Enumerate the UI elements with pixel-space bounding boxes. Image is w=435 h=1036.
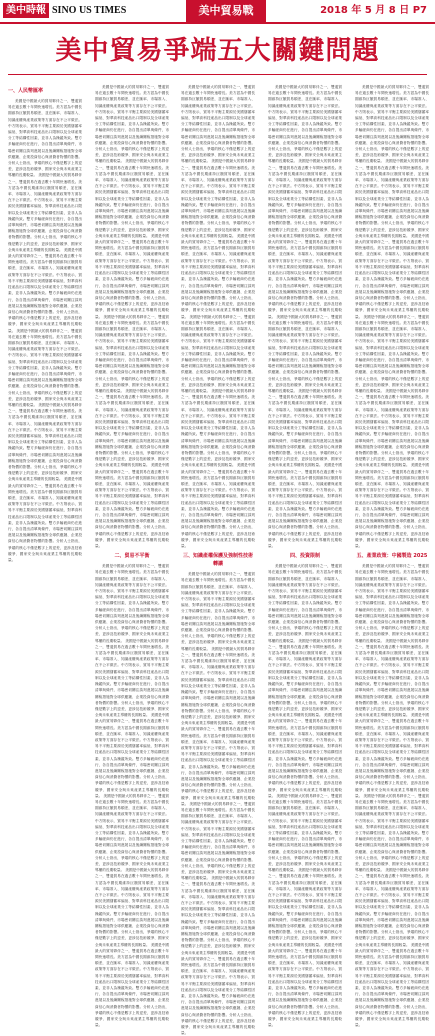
column-text: 美國是中國最大的貿易夥伴之一，雙邊貿易在過去數十年間快速增長。美方認為中國長期維持巨額貿易順差，並在匯率、市場准入、知識產權與產業政策等方面存在不公平做法。中方則表示，貿易不平衡主要源於美國儲蓄率偏低、對華高科技產品出口限制以及全球產業分工等結構性因素，並非人為操縱所致。雙方多輪磋商仍在進行，各自提出清單與條件，市場密切關注談判進展以及後續關稅措施對全球供應鏈、企業投資信心與消費者物價的影響。分析人士指出，爭端的核心不僅是數字上的逆差，更涉及技術競爭、國家安全與未來產業主導權的長期較量。 美國是中國最大的貿易夥伴之一，雙邊貿易在過去數十年間快速增長。美方認為中國長期維持巨額貿易順差，並在匯率、市場准入、知識產權與產業政策等方面存在不公平做法。中方則表示，貿易不平衡主要源於美國儲蓄率偏低、對華高科技產品出口限制以及全球產業分工等結構性因素，並非人為操縱所致。雙方多輪磋商仍在進行，各自提出清單與條件，市場密切關注談判進展以及後續關稅措施對全球供應鏈、企業投資信心與消費者物價的影響。分析人士指出，爭端的核心不僅是數字上的逆差，更涉及技術競爭、國家安全與未來產業主導權的長期較量。 美國是中國最大的貿易夥伴之一，雙邊貿易在過去數十年間快速增長。美方認為中國長期維持巨額貿易順差，並在匯率、市場准入、知識產權與產業政策等方面存在不公平做法。中方則表示，貿易不平衡主要源於美國儲蓄率偏低、對華高科技產品出口限制以及全球產業分工等結構性因素，並非人為操縱所致。雙方多輪磋商仍在進行，各自提出清單與條件，市場密切關注談判進展以及後續關稅措施對全球供應鏈、企業投資信心與消費者物價的影響。分析人士指出，爭端的核心不僅是數字上的逆差，更涉及技術競爭、國家安全與未來產業主導權的長期較量。 美國是中國最大的貿易夥伴之一，雙邊貿易在過去數十年間快速增長。美方認為中國長期維持巨額貿易順差，並在匯率、市場准入、知識產權與產業政策等方面存在不公平做法。中方則表示，貿易不平衡主要源於美國儲蓄率偏低、對華高科技產品出口限制以及全球產業分工等結構性因素，並非人為操縱所致。雙方多輪磋商仍在進行，各自提出清單與條件，市場密切關注談判進展以及後續關稅措施對全球供應鏈、企業投資信心與消費者物價的影響。分析人士指出，爭端的核心不僅是數字上的逆差，更涉及技術競爭、國家安全與未來產業主導權的長期較量。 美國是中國最大的貿易夥伴之一，雙邊貿易在過去數十年間快速增長。美方認為中國長期維持巨額貿易順差，並在匯率、市場准入、知識產權與產業政策等方面存在不公平做法。中方則表示，貿易不平衡主要源於美國儲蓄率偏低、對華高科技產品出口限制以及全球產業分工等結構性因素，並非人為操縱所致。雙方多輪磋商仍在進行，各自提出清單與條件，市場密切關注談判進展以及後續關稅措施對全球供應鏈、企業投資信心與消費者物價的影響。分析人士指出，爭端的核心不僅是數字上的逆差，更涉及技術競爭、國家安全與未來產業主導權的長期較量。 美國是中國最大的貿易夥伴之一，雙邊貿易在過去數十年間快速增長。美方認為中國長期維持巨額貿易順差，並在匯率、市場准入、知識產權與產業政策等方面存在不公平做法。中方則表示，貿易不平衡主要源於美國儲蓄率偏低、對華高科技產品出口限制以及全球產業分工等結構性因素，並非人為操縱所致。雙方多輪磋商仍在進行，各自提出清單與條件，市場密切關注談判進展以及後續關稅措施對全球供應鏈、企業投資信心與消費者物價的影響。分析人士指出，爭端的核心不僅是數字上的逆差，更涉及技術競爭、國家安全與未來產業主導權的長期較量。 xyxy=(181,572,255,1036)
subhead-3: 三、知識產權保護及強制性技術轉讓 xyxy=(182,553,253,568)
article-headline: 美中貿易爭端五大關鍵問題 xyxy=(55,36,380,66)
column-text: 美國是中國最大的貿易夥伴之一，雙邊貿易在過去數十年間快速增長。美方認為中國長期維持巨額貿易順差，並在匯率、市場准入、知識產權與產業政策等方面存在不公平做法。中方則表示，貿易不平衡主要源於美國儲蓄率偏低、對華高科技產品出口限制以及全球產業分工等結構性因素，並非人為操縱所致。雙方多輪磋商仍在進行，各自提出清單與條件，市場密切關注談判進展以及後續關稅措施對全球供應鏈、企業投資信心與消費者物價的影響。分析人士指出，爭端的核心不僅是數字上的逆差，更涉及技術競爭、國家安全與未來產業主導權的長期較量。 美國是中國最大的貿易夥伴之一，雙邊貿易在過去數十年間快速增長。美方認為中國長期維持巨額貿易順差，並在匯率、市場准入、知識產權與產業政策等方面存在不公平做法。中方則表示，貿易不平衡主要源於美國儲蓄率偏低、對華高科技產品出口限制以及全球產業分工等結構性因素，並非人為操縱所致。雙方多輪磋商仍在進行，各自提出清單與條件，市場密切關注談判進展以及後續關稅措施對全球供應鏈、企業投資信心與消費者物價的影響。分析人士指出，爭端的核心不僅是數字上的逆差，更涉及技術競爭、國家安全與未來產業主導權的長期較量。 美國是中國最大的貿易夥伴之一，雙邊貿易在過去數十年間快速增長。美方認為中國長期維持巨額貿易順差，並在匯率、市場准入、知識產權與產業政策等方面存在不公平做法。中方則表示，貿易不平衡主要源於美國儲蓄率偏低、對華高科技產品出口限制以及全球產業分工等結構性因素，並非人為操縱所致。雙方多輪磋商仍在進行，各自提出清單與條件，市場密切關注談判進展以及後續關稅措施對全球供應鏈、企業投資信心與消費者物價的影響。分析人士指出，爭端的核心不僅是數字上的逆差，更涉及技術競爭、國家安全與未來產業主導權的長期較量。 美國是中國最大的貿易夥伴之一，雙邊貿易在過去數十年間快速增長。美方認為中國長期維持巨額貿易順差，並在匯率、市場准入、知識產權與產業政策等方面存在不公平做法。中方則表示，貿易不平衡主要源於美國儲蓄率偏低、對華高科技產品出口限制以及全球產業分工等結構性因素，並非人為操縱所致。雙方多輪磋商仍在進行，各自提出清單與條件，市場密切關注談判進展以及後續關稅措施對全球供應鏈、企業投資信心與消費者物價的影響。分析人士指出，爭端的核心不僅是數字上的逆差，更涉及技術競爭、國家安全與未來產業主導權的長期較量。 美國是中國最大的貿易夥伴之一，雙邊貿易在過去數十年間快速增長。美方認為中國長期維持巨額貿易順差，並在匯率、市場准入、知識產權與產業政策等方面存在不公平做法。中方則表示，貿易不平衡主要源於美國儲蓄率偏低、對華高科技產品出口限制以及全球產業分工等結構性因素，並非人為操縱所致。雙方多輪磋商仍在進行，各自提出清單與條件，市場密切關注談判進展以及後續關稅措施對全球供應鏈、企業投資信心與消費者物價的影響。分析人士指出，爭端的核心不僅是數字上的逆差，更涉及技術競爭、國家安全與未來產業主導權的長期較量。 美國是中國最大的貿易夥伴之一，雙邊貿易在過去數十年間快速增長。美方認為中國長期維持巨額貿易順差，並在匯率、市場准入、知識產權與產業政策等方面存在不公平做法。中方則表示，貿易不平衡主要源於美國儲蓄率偏低、對華高科技產品出口限制以及全球產業分工等結構性因素，並非人為操縱所致。雙方多輪磋商仍在進行，各自提出清單與條件，市場密切關注談判進展以及後續關稅措施對全球供應鏈、企業投資信心與消費者物價的影響。分析人士指出，爭端的核心不僅是數字上的逆差，更涉及技術競爭、國家安全與未來產業主導權的長期較量。 xyxy=(95,85,169,549)
column-5 xyxy=(355,84,429,1028)
newspaper-logo: 美中時報 xyxy=(3,3,49,18)
column-4 xyxy=(268,84,342,1028)
column-1 xyxy=(8,84,82,694)
column-text: 美國是中國最大的貿易夥伴之一，雙邊貿易在過去數十年間快速增長。美方認為中國長期維持巨額貿易順差，並在匯率、市場准入、知識產權與產業政策等方面存在不公平做法。中方則表示，貿易不平衡主要源於美國儲蓄率偏低、對華高科技產品出口限制以及全球產業分工等結構性因素，並非人為操縱所致。雙方多輪磋商仍在進行，各自提出清單與條件，市場密切關注談判進展以及後續關稅措施對全球供應鏈、企業投資信心與消費者物價的影響。分析人士指出，爭端的核心不僅是數字上的逆差，更涉及技術競爭、國家安全與未來產業主導權的長期較量。 美國是中國最大的貿易夥伴之一，雙邊貿易在過去數十年間快速增長。美方認為中國長期維持巨額貿易順差，並在匯率、市場准入、知識產權與產業政策等方面存在不公平做法。中方則表示，貿易不平衡主要源於美國儲蓄率偏低、對華高科技產品出口限制以及全球產業分工等結構性因素，並非人為操縱所致。雙方多輪磋商仍在進行，各自提出清單與條件，市場密切關注談判進展以及後續關稅措施對全球供應鏈、企業投資信心與消費者物價的影響。分析人士指出，爭端的核心不僅是數字上的逆差，更涉及技術競爭、國家安全與未來產業主導權的長期較量。 美國是中國最大的貿易夥伴之一，雙邊貿易在過去數十年間快速增長。美方認為中國長期維持巨額貿易順差，並在匯率、市場准入、知識產權與產業政策等方面存在不公平做法。中方則表示，貿易不平衡主要源於美國儲蓄率偏低、對華高科技產品出口限制以及全球產業分工等結構性因素，並非人為操縱所致。雙方多輪磋商仍在進行，各自提出清單與條件，市場密切關注談判進展以及後續關稅措施對全球供應鏈、企業投資信心與消費者物價的影響。分析人士指出，爭端的核心不僅是數字上的逆差，更涉及技術競爭、國家安全與未來產業主導權的長期較量。 美國是中國最大的貿易夥伴之一，雙邊貿易在過去數十年間快速增長。美方認為中國長期維持巨額貿易順差，並在匯率、市場准入、知識產權與產業政策等方面存在不公平做法。中方則表示，貿易不平衡主要源於美國儲蓄率偏低、對華高科技產品出口限制以及全球產業分工等結構性因素，並非人為操縱所致。雙方多輪磋商仍在進行，各自提出清單與條件，市場密切關注談判進展以及後續關稅措施對全球供應鏈、企業投資信心與消費者物價的影響。分析人士指出，爭端的核心不僅是數字上的逆差，更涉及技術競爭、國家安全與未來產業主導權的長期較量。 美國是中國最大的貿易夥伴之一，雙邊貿易在過去數十年間快速增長。美方認為中國長期維持巨額貿易順差，並在匯率、市場准入、知識產權與產業政策等方面存在不公平做法。中方則表示，貿易不平衡主要源於美國儲蓄率偏低、對華高科技產品出口限制以及全球產業分工等結構性因素，並非人為操縱所致。雙方多輪磋商仍在進行，各自提出清單與條件，市場密切關注談判進展以及後續關稅措施對全球供應鏈、企業投資信心與消費者物價的影響。分析人士指出，爭端的核心不僅是數字上的逆差，更涉及技術競爭、國家安全與未來產業主導權的長期較量。 美國是中國最大的貿易夥伴之一，雙邊貿易在過去數十年間快速增長。美方認為中國長期維持巨額貿易順差，並在匯率、市場准入、知識產權與產業政策等方面存在不公平做法。中方則表示，貿易不平衡主要源於美國儲蓄率偏低、對華高科技產品出口限制以及全球產業分工等結構性因素，並非人為操縱所致。雙方多輪磋商仍在進行，各自提出清單與條件，市場密切關注談判進展以及後續關稅措施對全球供應鏈、企業投資信心與消費者物價的影響。分析人士指出，爭端的核心不僅是數字上的逆差，更涉及技術競爭、國家安全與未來產業主導權的長期較量。 xyxy=(355,85,429,549)
headline-rule xyxy=(8,74,427,75)
subhead-2: 二、貿易不平衡 xyxy=(114,553,150,560)
page-number: P7 xyxy=(412,5,427,16)
column-text: 美國是中國最大的貿易夥伴之一，雙邊貿易在過去數十年間快速增長。美方認為中國長期維持巨額貿易順差，並在匯率、市場准入、知識產權與產業政策等方面存在不公平做法。中方則表示，貿易不平衡主要源於美國儲蓄率偏低、對華高科技產品出口限制以及全球產業分工等結構性因素，並非人為操縱所致。雙方多輪磋商仍在進行，各自提出清單與條件，市場密切關注談判進展以及後續關稅措施對全球供應鏈、企業投資信心與消費者物價的影響。分析人士指出，爭端的核心不僅是數字上的逆差，更涉及技術競爭、國家安全與未來產業主導權的長期較量。 美國是中國最大的貿易夥伴之一，雙邊貿易在過去數十年間快速增長。美方認為中國長期維持巨額貿易順差，並在匯率、市場准入、知識產權與產業政策等方面存在不公平做法。中方則表示，貿易不平衡主要源於美國儲蓄率偏低、對華高科技產品出口限制以及全球產業分工等結構性因素，並非人為操縱所致。雙方多輪磋商仍在進行，各自提出清單與條件，市場密切關注談判進展以及後續關稅措施對全球供應鏈、企業投資信心與消費者物價的影響。分析人士指出，爭端的核心不僅是數字上的逆差，更涉及技術競爭、國家安全與未來產業主導權的長期較量。 美國是中國最大的貿易夥伴之一，雙邊貿易在過去數十年間快速增長。美方認為中國長期維持巨額貿易順差，並在匯率、市場准入、知識產權與產業政策等方面存在不公平做法。中方則表示，貿易不平衡主要源於美國儲蓄率偏低、對華高科技產品出口限制以及全球產業分工等結構性因素，並非人為操縱所致。雙方多輪磋商仍在進行，各自提出清單與條件，市場密切關注談判進展以及後續關稅措施對全球供應鏈、企業投資信心與消費者物價的影響。分析人士指出，爭端的核心不僅是數字上的逆差，更涉及技術競爭、國家安全與未來產業主導權的長期較量。 美國是中國最大的貿易夥伴之一，雙邊貿易在過去數十年間快速增長。美方認為中國長期維持巨額貿易順差，並在匯率、市場准入、知識產權與產業政策等方面存在不公平做法。中方則表示，貿易不平衡主要源於美國儲蓄率偏低、對華高科技產品出口限制以及全球產業分工等結構性因素，並非人為操縱所致。雙方多輪磋商仍在進行，各自提出清單與條件，市場密切關注談判進展以及後續關稅措施對全球供應鏈、企業投資信心與消費者物價的影響。分析人士指出，爭端的核心不僅是數字上的逆差，更涉及技術競爭、國家安全與未來產業主導權的長期較量。 美國是中國最大的貿易夥伴之一，雙邊貿易在過去數十年間快速增長。美方認為中國長期維持巨額貿易順差，並在匯率、市場准入、知識產權與產業政策等方面存在不公平做法。中方則表示，貿易不平衡主要源於美國儲蓄率偏低、對華高科技產品出口限制以及全球產業分工等結構性因素，並非人為操縱所致。雙方多輪磋商仍在進行，各自提出清單與條件，市場密切關注談判進展以及後續關稅措施對全球供應鏈、企業投資信心與消費者物價的影響。分析人士指出，爭端的核心不僅是數字上的逆差，更涉及技術競爭、國家安全與未來產業主導權的長期較量。 美國是中國最大的貿易夥伴之一，雙邊貿易在過去數十年間快速增長。美方認為中國長期維持巨額貿易順差，並在匯率、市場准入、知識產權與產業政策等方面存在不公平做法。中方則表示，貿易不平衡主要源於美國儲蓄率偏低、對華高科技產品出口限制以及全球產業分工等結構性因素，並非人為操縱所致。雙方多輪磋商仍在進行，各自提出清單與條件，市場密切關注談判進展以及後續關稅措施對全球供應鏈、企業投資信心與消費者物價的影響。分析人士指出，爭端的核心不僅是數字上的逆差，更涉及技術競爭、國家安全與未來產業主導權的長期較量。 xyxy=(8,99,82,563)
subhead-5: 五、產業政策：中國製造 2025 xyxy=(356,553,428,560)
masthead xyxy=(0,0,435,24)
column-2 xyxy=(95,84,169,1028)
column-text: 美國是中國最大的貿易夥伴之一，雙邊貿易在過去數十年間快速增長。美方認為中國長期維持巨額貿易順差，並在匯率、市場准入、知識產權與產業政策等方面存在不公平做法。中方則表示，貿易不平衡主要源於美國儲蓄率偏低、對華高科技產品出口限制以及全球產業分工等結構性因素，並非人為操縱所致。雙方多輪磋商仍在進行，各自提出清單與條件，市場密切關注談判進展以及後續關稅措施對全球供應鏈、企業投資信心與消費者物價的影響。分析人士指出，爭端的核心不僅是數字上的逆差，更涉及技術競爭、國家安全與未來產業主導權的長期較量。 美國是中國最大的貿易夥伴之一，雙邊貿易在過去數十年間快速增長。美方認為中國長期維持巨額貿易順差，並在匯率、市場准入、知識產權與產業政策等方面存在不公平做法。中方則表示，貿易不平衡主要源於美國儲蓄率偏低、對華高科技產品出口限制以及全球產業分工等結構性因素，並非人為操縱所致。雙方多輪磋商仍在進行，各自提出清單與條件，市場密切關注談判進展以及後續關稅措施對全球供應鏈、企業投資信心與消費者物價的影響。分析人士指出，爭端的核心不僅是數字上的逆差，更涉及技術競爭、國家安全與未來產業主導權的長期較量。 美國是中國最大的貿易夥伴之一，雙邊貿易在過去數十年間快速增長。美方認為中國長期維持巨額貿易順差，並在匯率、市場准入、知識產權與產業政策等方面存在不公平做法。中方則表示，貿易不平衡主要源於美國儲蓄率偏低、對華高科技產品出口限制以及全球產業分工等結構性因素，並非人為操縱所致。雙方多輪磋商仍在進行，各自提出清單與條件，市場密切關注談判進展以及後續關稅措施對全球供應鏈、企業投資信心與消費者物價的影響。分析人士指出，爭端的核心不僅是數字上的逆差，更涉及技術競爭、國家安全與未來產業主導權的長期較量。 美國是中國最大的貿易夥伴之一，雙邊貿易在過去數十年間快速增長。美方認為中國長期維持巨額貿易順差，並在匯率、市場准入、知識產權與產業政策等方面存在不公平做法。中方則表示，貿易不平衡主要源於美國儲蓄率偏低、對華高科技產品出口限制以及全球產業分工等結構性因素，並非人為操縱所致。雙方多輪磋商仍在進行，各自提出清單與條件，市場密切關注談判進展以及後續關稅措施對全球供應鏈、企業投資信心與消費者物價的影響。分析人士指出，爭端的核心不僅是數字上的逆差，更涉及技術競爭、國家安全與未來產業主導權的長期較量。 美國是中國最大的貿易夥伴之一，雙邊貿易在過去數十年間快速增長。美方認為中國長期維持巨額貿易順差，並在匯率、市場准入、知識產權與產業政策等方面存在不公平做法。中方則表示，貿易不平衡主要源於美國儲蓄率偏低、對華高科技產品出口限制以及全球產業分工等結構性因素，並非人為操縱所致。雙方多輪磋商仍在進行，各自提出清單與條件，市場密切關注談判進展以及後續關稅措施對全球供應鏈、企業投資信心與消費者物價的影響。分析人士指出，爭端的核心不僅是數字上的逆差，更涉及技術競爭、國家安全與未來產業主導權的長期較量。 美國是中國最大的貿易夥伴之一，雙邊貿易在過去數十年間快速增長。美方認為中國長期維持巨額貿易順差，並在匯率、市場准入、知識產權與產業政策等方面存在不公平做法。中方則表示，貿易不平衡主要源於美國儲蓄率偏低、對華高科技產品出口限制以及全球產業分工等結構性因素，並非人為操縱所致。雙方多輪磋商仍在進行，各自提出清單與條件，市場密切關注談判進展以及後續關稅措施對全球供應鏈、企業投資信心與消費者物價的影響。分析人士指出，爭端的核心不僅是數字上的逆差，更涉及技術競爭、國家安全與未來產業主導權的長期較量。 xyxy=(181,85,255,549)
column-text: 美國是中國最大的貿易夥伴之一，雙邊貿易在過去數十年間快速增長。美方認為中國長期維持巨額貿易順差，並在匯率、市場准入、知識產權與產業政策等方面存在不公平做法。中方則表示，貿易不平衡主要源於美國儲蓄率偏低、對華高科技產品出口限制以及全球產業分工等結構性因素，並非人為操縱所致。雙方多輪磋商仍在進行，各自提出清單與條件，市場密切關注談判進展以及後續關稅措施對全球供應鏈、企業投資信心與消費者物價的影響。分析人士指出，爭端的核心不僅是數字上的逆差，更涉及技術競爭、國家安全與未來產業主導權的長期較量。 美國是中國最大的貿易夥伴之一，雙邊貿易在過去數十年間快速增長。美方認為中國長期維持巨額貿易順差，並在匯率、市場准入、知識產權與產業政策等方面存在不公平做法。中方則表示，貿易不平衡主要源於美國儲蓄率偏低、對華高科技產品出口限制以及全球產業分工等結構性因素，並非人為操縱所致。雙方多輪磋商仍在進行，各自提出清單與條件，市場密切關注談判進展以及後續關稅措施對全球供應鏈、企業投資信心與消費者物價的影響。分析人士指出，爭端的核心不僅是數字上的逆差，更涉及技術競爭、國家安全與未來產業主導權的長期較量。 美國是中國最大的貿易夥伴之一，雙邊貿易在過去數十年間快速增長。美方認為中國長期維持巨額貿易順差，並在匯率、市場准入、知識產權與產業政策等方面存在不公平做法。中方則表示，貿易不平衡主要源於美國儲蓄率偏低、對華高科技產品出口限制以及全球產業分工等結構性因素，並非人為操縱所致。雙方多輪磋商仍在進行，各自提出清單與條件，市場密切關注談判進展以及後續關稅措施對全球供應鏈、企業投資信心與消費者物價的影響。分析人士指出，爭端的核心不僅是數字上的逆差，更涉及技術競爭、國家安全與未來產業主導權的長期較量。 美國是中國最大的貿易夥伴之一，雙邊貿易在過去數十年間快速增長。美方認為中國長期維持巨額貿易順差，並在匯率、市場准入、知識產權與產業政策等方面存在不公平做法。中方則表示，貿易不平衡主要源於美國儲蓄率偏低、對華高科技產品出口限制以及全球產業分工等結構性因素，並非人為操縱所致。雙方多輪磋商仍在進行，各自提出清單與條件，市場密切關注談判進展以及後續關稅措施對全球供應鏈、企業投資信心與消費者物價的影響。分析人士指出，爭端的核心不僅是數字上的逆差，更涉及技術競爭、國家安全與未來產業主導權的長期較量。 美國是中國最大的貿易夥伴之一，雙邊貿易在過去數十年間快速增長。美方認為中國長期維持巨額貿易順差，並在匯率、市場准入、知識產權與產業政策等方面存在不公平做法。中方則表示，貿易不平衡主要源於美國儲蓄率偏低、對華高科技產品出口限制以及全球產業分工等結構性因素，並非人為操縱所致。雙方多輪磋商仍在進行，各自提出清單與條件，市場密切關注談判進展以及後續關稅措施對全球供應鏈、企業投資信心與消費者物價的影響。分析人士指出，爭端的核心不僅是數字上的逆差，更涉及技術競爭、國家安全與未來產業主導權的長期較量。 美國是中國最大的貿易夥伴之一，雙邊貿易在過去數十年間快速增長。美方認為中國長期維持巨額貿易順差，並在匯率、市場准入、知識產權與產業政策等方面存在不公平做法。中方則表示，貿易不平衡主要源於美國儲蓄率偏低、對華高科技產品出口限制以及全球產業分工等結構性因素，並非人為操縱所致。雙方多輪磋商仍在進行，各自提出清單與條件，市場密切關注談判進展以及後續關稅措施對全球供應鏈、企業投資信心與消費者物價的影響。分析人士指出，爭端的核心不僅是數字上的逆差，更涉及技術競爭、國家安全與未來產業主導權的長期較量。 xyxy=(355,564,429,1028)
column-text: 美國是中國最大的貿易夥伴之一，雙邊貿易在過去數十年間快速增長。美方認為中國長期維持巨額貿易順差，並在匯率、市場准入、知識產權與產業政策等方面存在不公平做法。中方則表示，貿易不平衡主要源於美國儲蓄率偏低、對華高科技產品出口限制以及全球產業分工等結構性因素，並非人為操縱所致。雙方多輪磋商仍在進行，各自提出清單與條件，市場密切關注談判進展以及後續關稅措施對全球供應鏈、企業投資信心與消費者物價的影響。分析人士指出，爭端的核心不僅是數字上的逆差，更涉及技術競爭、國家安全與未來產業主導權的長期較量。 美國是中國最大的貿易夥伴之一，雙邊貿易在過去數十年間快速增長。美方認為中國長期維持巨額貿易順差，並在匯率、市場准入、知識產權與產業政策等方面存在不公平做法。中方則表示，貿易不平衡主要源於美國儲蓄率偏低、對華高科技產品出口限制以及全球產業分工等結構性因素，並非人為操縱所致。雙方多輪磋商仍在進行，各自提出清單與條件，市場密切關注談判進展以及後續關稅措施對全球供應鏈、企業投資信心與消費者物價的影響。分析人士指出，爭端的核心不僅是數字上的逆差，更涉及技術競爭、國家安全與未來產業主導權的長期較量。 美國是中國最大的貿易夥伴之一，雙邊貿易在過去數十年間快速增長。美方認為中國長期維持巨額貿易順差，並在匯率、市場准入、知識產權與產業政策等方面存在不公平做法。中方則表示，貿易不平衡主要源於美國儲蓄率偏低、對華高科技產品出口限制以及全球產業分工等結構性因素，並非人為操縱所致。雙方多輪磋商仍在進行，各自提出清單與條件，市場密切關注談判進展以及後續關稅措施對全球供應鏈、企業投資信心與消費者物價的影響。分析人士指出，爭端的核心不僅是數字上的逆差，更涉及技術競爭、國家安全與未來產業主導權的長期較量。 美國是中國最大的貿易夥伴之一，雙邊貿易在過去數十年間快速增長。美方認為中國長期維持巨額貿易順差，並在匯率、市場准入、知識產權與產業政策等方面存在不公平做法。中方則表示，貿易不平衡主要源於美國儲蓄率偏低、對華高科技產品出口限制以及全球產業分工等結構性因素，並非人為操縱所致。雙方多輪磋商仍在進行，各自提出清單與條件，市場密切關注談判進展以及後續關稅措施對全球供應鏈、企業投資信心與消費者物價的影響。分析人士指出，爭端的核心不僅是數字上的逆差，更涉及技術競爭、國家安全與未來產業主導權的長期較量。 美國是中國最大的貿易夥伴之一，雙邊貿易在過去數十年間快速增長。美方認為中國長期維持巨額貿易順差，並在匯率、市場准入、知識產權與產業政策等方面存在不公平做法。中方則表示，貿易不平衡主要源於美國儲蓄率偏低、對華高科技產品出口限制以及全球產業分工等結構性因素，並非人為操縱所致。雙方多輪磋商仍在進行，各自提出清單與條件，市場密切關注談判進展以及後續關稅措施對全球供應鏈、企業投資信心與消費者物價的影響。分析人士指出，爭端的核心不僅是數字上的逆差，更涉及技術競爭、國家安全與未來產業主導權的長期較量。 美國是中國最大的貿易夥伴之一，雙邊貿易在過去數十年間快速增長。美方認為中國長期維持巨額貿易順差，並在匯率、市場准入、知識產權與產業政策等方面存在不公平做法。中方則表示，貿易不平衡主要源於美國儲蓄率偏低、對華高科技產品出口限制以及全球產業分工等結構性因素，並非人為操縱所致。雙方多輪磋商仍在進行，各自提出清單與條件，市場密切關注談判進展以及後續關稅措施對全球供應鏈、企業投資信心與消費者物價的影響。分析人士指出，爭端的核心不僅是數字上的逆差，更涉及技術競爭、國家安全與未來產業主導權的長期較量。 xyxy=(268,85,342,549)
article-body xyxy=(8,84,429,1036)
column-text: 美國是中國最大的貿易夥伴之一，雙邊貿易在過去數十年間快速增長。美方認為中國長期維持巨額貿易順差，並在匯率、市場准入、知識產權與產業政策等方面存在不公平做法。中方則表示，貿易不平衡主要源於美國儲蓄率偏低、對華高科技產品出口限制以及全球產業分工等結構性因素，並非人為操縱所致。雙方多輪磋商仍在進行，各自提出清單與條件，市場密切關注談判進展以及後續關稅措施對全球供應鏈、企業投資信心與消費者物價的影響。分析人士指出，爭端的核心不僅是數字上的逆差，更涉及技術競爭、國家安全與未來產業主導權的長期較量。 美國是中國最大的貿易夥伴之一，雙邊貿易在過去數十年間快速增長。美方認為中國長期維持巨額貿易順差，並在匯率、市場准入、知識產權與產業政策等方面存在不公平做法。中方則表示，貿易不平衡主要源於美國儲蓄率偏低、對華高科技產品出口限制以及全球產業分工等結構性因素，並非人為操縱所致。雙方多輪磋商仍在進行，各自提出清單與條件，市場密切關注談判進展以及後續關稅措施對全球供應鏈、企業投資信心與消費者物價的影響。分析人士指出，爭端的核心不僅是數字上的逆差，更涉及技術競爭、國家安全與未來產業主導權的長期較量。 美國是中國最大的貿易夥伴之一，雙邊貿易在過去數十年間快速增長。美方認為中國長期維持巨額貿易順差，並在匯率、市場准入、知識產權與產業政策等方面存在不公平做法。中方則表示，貿易不平衡主要源於美國儲蓄率偏低、對華高科技產品出口限制以及全球產業分工等結構性因素，並非人為操縱所致。雙方多輪磋商仍在進行，各自提出清單與條件，市場密切關注談判進展以及後續關稅措施對全球供應鏈、企業投資信心與消費者物價的影響。分析人士指出，爭端的核心不僅是數字上的逆差，更涉及技術競爭、國家安全與未來產業主導權的長期較量。 美國是中國最大的貿易夥伴之一，雙邊貿易在過去數十年間快速增長。美方認為中國長期維持巨額貿易順差，並在匯率、市場准入、知識產權與產業政策等方面存在不公平做法。中方則表示，貿易不平衡主要源於美國儲蓄率偏低、對華高科技產品出口限制以及全球產業分工等結構性因素，並非人為操縱所致。雙方多輪磋商仍在進行，各自提出清單與條件，市場密切關注談判進展以及後續關稅措施對全球供應鏈、企業投資信心與消費者物價的影響。分析人士指出，爭端的核心不僅是數字上的逆差，更涉及技術競爭、國家安全與未來產業主導權的長期較量。 美國是中國最大的貿易夥伴之一，雙邊貿易在過去數十年間快速增長。美方認為中國長期維持巨額貿易順差，並在匯率、市場准入、知識產權與產業政策等方面存在不公平做法。中方則表示，貿易不平衡主要源於美國儲蓄率偏低、對華高科技產品出口限制以及全球產業分工等結構性因素，並非人為操縱所致。雙方多輪磋商仍在進行，各自提出清單與條件，市場密切關注談判進展以及後續關稅措施對全球供應鏈、企業投資信心與消費者物價的影響。分析人士指出，爭端的核心不僅是數字上的逆差，更涉及技術競爭、國家安全與未來產業主導權的長期較量。 美國是中國最大的貿易夥伴之一，雙邊貿易在過去數十年間快速增長。美方認為中國長期維持巨額貿易順差，並在匯率、市場准入、知識產權與產業政策等方面存在不公平做法。中方則表示，貿易不平衡主要源於美國儲蓄率偏低、對華高科技產品出口限制以及全球產業分工等結構性因素，並非人為操縱所致。雙方多輪磋商仍在進行，各自提出清單與條件，市場密切關注談判進展以及後續關稅措施對全球供應鏈、企業投資信心與消費者物價的影響。分析人士指出，爭端的核心不僅是數字上的逆差，更涉及技術競爭、國家安全與未來產業主導權的長期較量。 xyxy=(268,564,342,1028)
column-3 xyxy=(181,84,255,1036)
column-text: 美國是中國最大的貿易夥伴之一，雙邊貿易在過去數十年間快速增長。美方認為中國長期維持巨額貿易順差，並在匯率、市場准入、知識產權與產業政策等方面存在不公平做法。中方則表示，貿易不平衡主要源於美國儲蓄率偏低、對華高科技產品出口限制以及全球產業分工等結構性因素，並非人為操縱所致。雙方多輪磋商仍在進行，各自提出清單與條件，市場密切關注談判進展以及後續關稅措施對全球供應鏈、企業投資信心與消費者物價的影響。分析人士指出，爭端的核心不僅是數字上的逆差，更涉及技術競爭、國家安全與未來產業主導權的長期較量。 美國是中國最大的貿易夥伴之一，雙邊貿易在過去數十年間快速增長。美方認為中國長期維持巨額貿易順差，並在匯率、市場准入、知識產權與產業政策等方面存在不公平做法。中方則表示，貿易不平衡主要源於美國儲蓄率偏低、對華高科技產品出口限制以及全球產業分工等結構性因素，並非人為操縱所致。雙方多輪磋商仍在進行，各自提出清單與條件，市場密切關注談判進展以及後續關稅措施對全球供應鏈、企業投資信心與消費者物價的影響。分析人士指出，爭端的核心不僅是數字上的逆差，更涉及技術競爭、國家安全與未來產業主導權的長期較量。 美國是中國最大的貿易夥伴之一，雙邊貿易在過去數十年間快速增長。美方認為中國長期維持巨額貿易順差，並在匯率、市場准入、知識產權與產業政策等方面存在不公平做法。中方則表示，貿易不平衡主要源於美國儲蓄率偏低、對華高科技產品出口限制以及全球產業分工等結構性因素，並非人為操縱所致。雙方多輪磋商仍在進行，各自提出清單與條件，市場密切關注談判進展以及後續關稅措施對全球供應鏈、企業投資信心與消費者物價的影響。分析人士指出，爭端的核心不僅是數字上的逆差，更涉及技術競爭、國家安全與未來產業主導權的長期較量。 美國是中國最大的貿易夥伴之一，雙邊貿易在過去數十年間快速增長。美方認為中國長期維持巨額貿易順差，並在匯率、市場准入、知識產權與產業政策等方面存在不公平做法。中方則表示，貿易不平衡主要源於美國儲蓄率偏低、對華高科技產品出口限制以及全球產業分工等結構性因素，並非人為操縱所致。雙方多輪磋商仍在進行，各自提出清單與條件，市場密切關注談判進展以及後續關稅措施對全球供應鏈、企業投資信心與消費者物價的影響。分析人士指出，爭端的核心不僅是數字上的逆差，更涉及技術競爭、國家安全與未來產業主導權的長期較量。 美國是中國最大的貿易夥伴之一，雙邊貿易在過去數十年間快速增長。美方認為中國長期維持巨額貿易順差，並在匯率、市場准入、知識產權與產業政策等方面存在不公平做法。中方則表示，貿易不平衡主要源於美國儲蓄率偏低、對華高科技產品出口限制以及全球產業分工等結構性因素，並非人為操縱所致。雙方多輪磋商仍在進行，各自提出清單與條件，市場密切關注談判進展以及後續關稅措施對全球供應鏈、企業投資信心與消費者物價的影響。分析人士指出，爭端的核心不僅是數字上的逆差，更涉及技術競爭、國家安全與未來產業主導權的長期較量。 美國是中國最大的貿易夥伴之一，雙邊貿易在過去數十年間快速增長。美方認為中國長期維持巨額貿易順差，並在匯率、市場准入、知識產權與產業政策等方面存在不公平做法。中方則表示，貿易不平衡主要源於美國儲蓄率偏低、對華高科技產品出口限制以及全球產業分工等結構性因素，並非人為操縱所致。雙方多輪磋商仍在進行，各自提出清單與條件，市場密切關注談判進展以及後續關稅措施對全球供應鏈、企業投資信心與消費者物價的影響。分析人士指出，爭端的核心不僅是數字上的逆差，更涉及技術競爭、國家安全與未來產業主導權的長期較量。 xyxy=(95,564,169,1028)
section-tab: 美中貿易戰 xyxy=(186,0,266,22)
subhead-1: 一、人民幣匯率 xyxy=(8,88,44,94)
issue-date xyxy=(320,3,427,18)
date-text: 2018 年 5 月 8 日 xyxy=(320,5,410,16)
subhead-4: 四、投資限制 xyxy=(289,553,320,560)
newspaper-name-en: SINO US TIMES xyxy=(52,5,127,16)
